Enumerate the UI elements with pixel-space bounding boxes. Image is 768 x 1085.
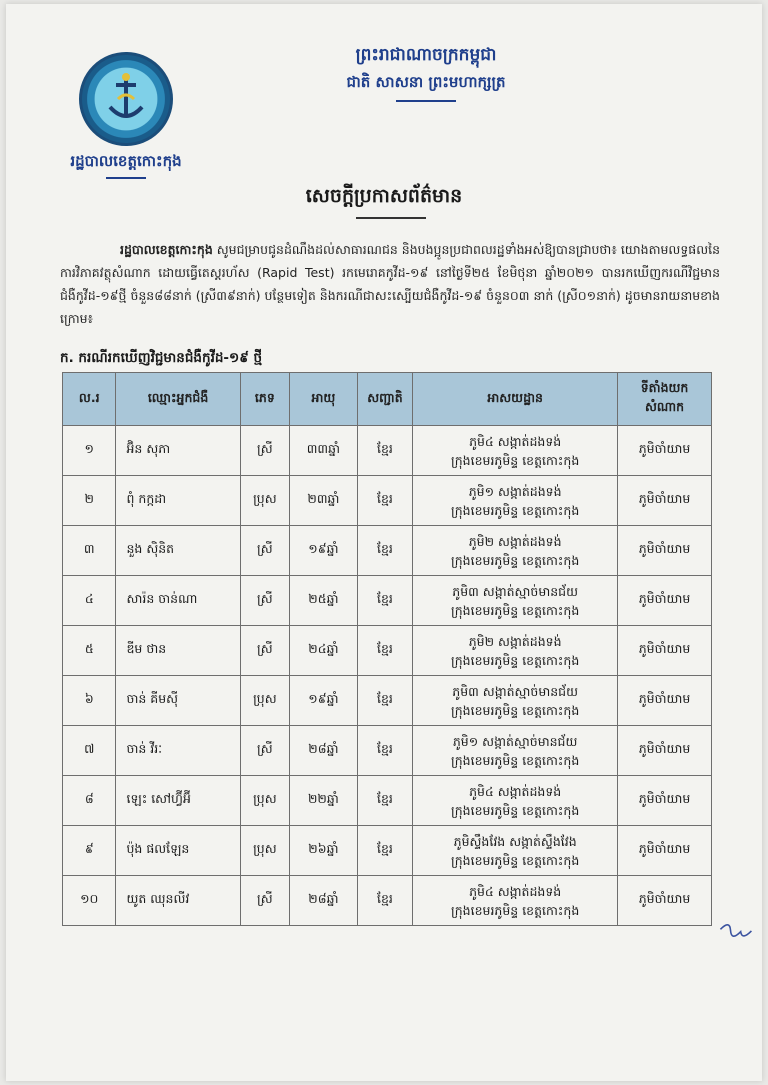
cell-sample-site: ភូមិចាំយាម	[618, 626, 712, 676]
cell-name: អ៊ិន សុភា	[116, 426, 240, 476]
cell-nationality: ខ្មែរ	[357, 826, 413, 876]
table-row	[63, 476, 712, 526]
kingdom-ornament	[396, 100, 456, 105]
address-line2: ក្រុងខេមរភូមិន្ទ ខេត្តកោះកុង	[451, 752, 580, 768]
cell-sex: ប្រុស	[240, 476, 289, 526]
kingdom-line1: ព្រះរាជាណាចក្រកម្ពុជា	[355, 45, 497, 65]
cell-address	[413, 776, 618, 826]
page-title: សេចក្ដីប្រកាសព័ត៌មាន	[305, 185, 463, 207]
address-line1: ភូមិ៤ សង្កាត់ដងទង់	[469, 883, 562, 899]
cell-nationality: ខ្មែរ	[357, 476, 413, 526]
cell-address	[413, 626, 618, 676]
cell-age: ២៥ឆ្នាំ	[290, 576, 358, 626]
col-header-address: អាសយដ្ឋាន	[413, 373, 618, 426]
address-line2: ក្រុងខេមរភូមិន្ទ ខេត្តកោះកុង	[451, 502, 580, 518]
section-heading: ក. ករណីរកឃើញវិជ្ជមានជំងឺកូវីដ-១៩ ថ្មី	[60, 350, 263, 366]
address-line1: ភូមិ២ សង្កាត់ដងទង់	[468, 633, 562, 649]
col-header-no: ល.រ	[63, 373, 116, 426]
title-divider	[356, 217, 426, 219]
address-line2: ក្រុងខេមរភូមិន្ទ ខេត្តកោះកុង	[451, 552, 580, 568]
cell-name: ចាន់ គីមស៊ី	[116, 676, 240, 726]
address-line1: ភូមិ៤ សង្កាត់ដងទង់	[469, 433, 562, 449]
handwritten-signature-mark	[715, 915, 755, 950]
cell-no: ៦	[63, 676, 116, 726]
table-row	[63, 576, 712, 626]
cell-name: នួង ស៊ិនិត	[116, 526, 240, 576]
cell-nationality: ខ្មែរ	[357, 676, 413, 726]
cell-age: ២៨ឆ្នាំ	[290, 876, 358, 926]
cell-address	[413, 426, 618, 476]
address-line1: ភូមិ១ សង្កាត់ស្មាច់មានជ័យ	[452, 733, 578, 749]
cell-no: ៨	[63, 776, 116, 826]
cell-nationality: ខ្មែរ	[357, 776, 413, 826]
cell-address	[413, 476, 618, 526]
address-line2: ក្រុងខេមរភូមិន្ទ ខេត្តកោះកុង	[451, 602, 580, 618]
cell-no: ១០	[63, 876, 116, 926]
address-line2: ក្រុងខេមរភូមិន្ទ ខេត្តកោះកុង	[451, 802, 580, 818]
cell-sex: ប្រុស	[240, 676, 289, 726]
cell-no: ៩	[63, 826, 116, 876]
body-org-name: រដ្ឋបាលខេត្តកោះកុង	[120, 242, 213, 257]
cell-sample-site: ភូមិចាំយាម	[618, 876, 712, 926]
org-logo-block	[46, 52, 206, 179]
cell-nationality: ខ្មែរ	[357, 426, 413, 476]
cell-sample-site: ភូមិចាំយាម	[618, 576, 712, 626]
cell-sample-site: ភូមិចាំយាម	[618, 676, 712, 726]
cell-no: ៣	[63, 526, 116, 576]
cell-name: ប៉ុង ផលឡែន	[116, 826, 240, 876]
cell-name: ឌីម ថាន	[116, 626, 240, 676]
cell-sample-site: ភូមិចាំយាម	[618, 826, 712, 876]
table-row	[63, 876, 712, 926]
cell-name: យូត ឈុនលីវ	[116, 876, 240, 926]
address-line2: ក្រុងខេមរភូមិន្ទ ខេត្តកោះកុង	[451, 852, 580, 868]
table-row	[63, 626, 712, 676]
cell-name: ឡេះ សៅហ្វ៊ីអ៊ី	[116, 776, 240, 826]
cell-age: ២៦ឆ្នាំ	[290, 826, 358, 876]
cell-sex: ស្រី	[240, 426, 289, 476]
address-line1: ភូមិ៣ សង្កាត់ស្មាច់មានជ័យ	[452, 683, 579, 699]
cell-nationality: ខ្មែរ	[357, 526, 413, 576]
org-name: រដ្ឋបាលខេត្តកោះកុង	[46, 152, 206, 179]
table-row	[63, 526, 712, 576]
address-line2: ក្រុងខេមរភូមិន្ទ ខេត្តកោះកុង	[451, 702, 580, 718]
col-header-age: អាយុ	[290, 373, 358, 426]
cell-no: ២	[63, 476, 116, 526]
col-header-nationality: សញ្ជាតិ	[357, 373, 413, 426]
document-page	[6, 4, 762, 1081]
cell-sample-site: ភូមិចាំយាម	[618, 526, 712, 576]
table-header-row	[63, 373, 712, 426]
address-line1: ភូមិស្ទឹងវែង សង្កាត់ស្ទឹងវែង	[453, 833, 577, 849]
cell-address	[413, 576, 618, 626]
cell-age: ២៨ឆ្នាំ	[290, 726, 358, 776]
cell-address	[413, 526, 618, 576]
kingdom-header	[266, 44, 586, 105]
cell-sex: ស្រី	[240, 876, 289, 926]
table-row	[63, 776, 712, 826]
cell-no: ៤	[63, 576, 116, 626]
cell-nationality: ខ្មែរ	[357, 726, 413, 776]
table-row	[63, 426, 712, 476]
cell-no: ៥	[63, 626, 116, 676]
cell-name: សារ៉ន ចាន់ណា	[116, 576, 240, 626]
cell-age: ២៣ឆ្នាំ	[290, 476, 358, 526]
cell-age: ១៩ឆ្នាំ	[290, 676, 358, 726]
cell-address	[413, 676, 618, 726]
table-row	[63, 726, 712, 776]
cell-sex: ប្រុស	[240, 826, 289, 876]
provincial-seal-icon	[79, 52, 173, 146]
cell-sample-site: ភូមិចាំយាម	[618, 776, 712, 826]
cases-table	[62, 372, 712, 926]
cell-sex: ប្រុស	[240, 776, 289, 826]
table-row	[63, 676, 712, 726]
col-header-name: ឈ្មោះអ្នកជំងឺ	[116, 373, 240, 426]
address-line2: ក្រុងខេមរភូមិន្ទ ខេត្តកោះកុង	[451, 452, 580, 468]
cell-age: ៣៣ឆ្នាំ	[290, 426, 358, 476]
address-line1: ភូមិ៤ សង្កាត់ដងទង់	[469, 783, 562, 799]
cell-address	[413, 876, 618, 926]
col-header-sample-site: ទីតាំងយក សំណាក	[618, 373, 712, 426]
cell-name: ចាន់ វីរៈ	[116, 726, 240, 776]
cell-sample-site: ភូមិចាំយាម	[618, 426, 712, 476]
cell-address	[413, 726, 618, 776]
cell-nationality: ខ្មែរ	[357, 576, 413, 626]
address-line1: ភូមិ១ សង្កាត់ដងទង់	[468, 483, 562, 499]
address-line1: ភូមិ៣ សង្កាត់ស្មាច់មានជ័យ	[452, 583, 579, 599]
cell-sex: ស្រី	[240, 526, 289, 576]
cell-sex: ស្រី	[240, 726, 289, 776]
kingdom-line2: ជាតិ សាសនា ព្រះមហាក្សត្រ	[346, 73, 506, 91]
cell-sex: ស្រី	[240, 626, 289, 676]
announcement-body	[60, 238, 720, 330]
cell-nationality: ខ្មែរ	[357, 876, 413, 926]
cell-sample-site: ភូមិចាំយាម	[618, 726, 712, 776]
cell-age: ២៤ឆ្នាំ	[290, 626, 358, 676]
table-row	[63, 826, 712, 876]
cell-no: ៧	[63, 726, 116, 776]
cell-age: ២២ឆ្នាំ	[290, 776, 358, 826]
cell-sex: ស្រី	[240, 576, 289, 626]
address-line2: ក្រុងខេមរភូមិន្ទ ខេត្តកោះកុង	[451, 652, 580, 668]
cell-name: ពុំ កក្កដា	[116, 476, 240, 526]
cell-sample-site: ភូមិចាំយាម	[618, 476, 712, 526]
address-line1: ភូមិ២ សង្កាត់ដងទង់	[468, 533, 562, 549]
address-line2: ក្រុងខេមរភូមិន្ទ ខេត្តកោះកុង	[451, 902, 580, 918]
body-text: សូមជម្រាបជូនដំណឹងដល់សាធារណជន និងបងប្អូនប្រជាពលរដ្ឋទាំងអស់ឱ្យបានជ្រាបថា៖ យោងតាមលទ្ធផលនៃការវិភាគវត្ថុសំណាក ដោយធ្វើតេស្តរហ័ស (Rapid Test) រកមេរោគកូវីដ-១៩ នៅថ្ងៃទី២៥ ខែមិថុនា ឆ្នាំ២០២១ បានរកឃើញករណីវិជ្ជមានជំងឺកូវីដ-១៩ថ្មី ចំនួន៨៨នាក់ (ស្រី៣៩នាក់) បន្ថែមទៀត និងករណីជាសះស្បើយជំងឺកូវីដ-១៩ ចំនួន០៣ នាក់ (ស្រី០១នាក់) ដូចមានរាយនាមខាងក្រោម៖	[60, 242, 720, 326]
cell-no: ១	[63, 426, 116, 476]
col-header-sex: ភេទ	[240, 373, 289, 426]
cell-age: ១៩ឆ្នាំ	[290, 526, 358, 576]
cell-address	[413, 826, 618, 876]
cell-nationality: ខ្មែរ	[357, 626, 413, 676]
